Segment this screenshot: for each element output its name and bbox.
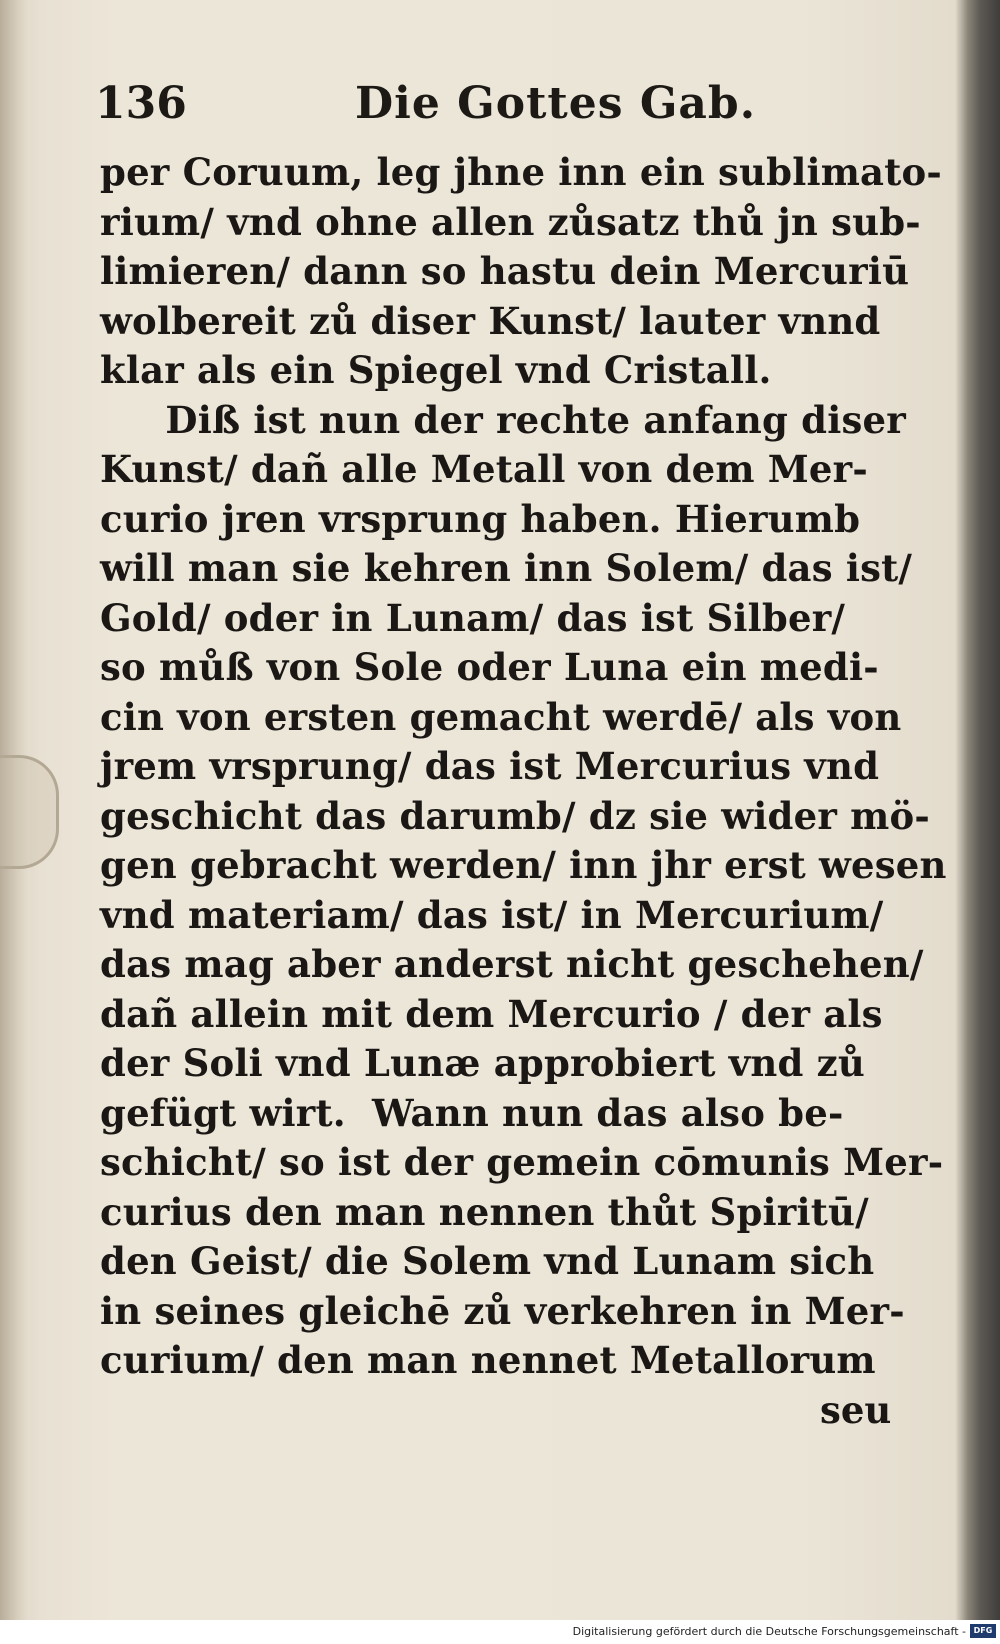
funding-credit: Digitalisierung gefördert durch die Deutsche Forschungsgemeinschaft - [572, 1625, 966, 1638]
dfg-logo-icon: DFG [970, 1624, 996, 1638]
text-line: schicht/ so ist der gemein cōmunis Mer- [100, 1140, 944, 1184]
footer-bar [0, 1620, 1000, 1644]
text-line: curius den man nennen thůt Spiritū/ [100, 1189, 869, 1234]
text-line: curio jren vrsprung haben. Hierumb [100, 496, 861, 541]
text-line: will man sie kehren inn Solem/ das ist/ [100, 546, 913, 590]
text-line: den Geist/ die Solem vnd Lunam sich [100, 1239, 875, 1283]
text-line: Gold/ oder in Lunam/ das ist Silber/ [100, 595, 846, 640]
body-text [100, 148, 947, 1386]
text-line: vnd materiam/ das ist/ in Mercurium/ [100, 892, 884, 937]
book-clasp [0, 755, 59, 869]
page-header [95, 78, 875, 138]
text-line: klar als ein Spiegel vnd Cristall. [100, 348, 772, 392]
text-line: gen gebracht werden/ inn jhr erst wesen [100, 843, 947, 887]
text-line: cin von ersten gemacht werdē/ als von [100, 694, 902, 739]
text-line: rium/ vnd ohne allen zůsatz thů jn sub- [100, 199, 921, 244]
text-line: limieren/ dann so hastu dein Mercuriū [100, 249, 910, 293]
text-line: das mag aber anderst nicht geschehen/ [100, 942, 924, 986]
text-line: wolbereit zů diser Kunst/ lauter vnnd [100, 298, 881, 343]
text-line: geschicht das darumb/ dz sie wider mö- [100, 793, 930, 838]
text-line: Diß ist nun der rechte anfang diser [100, 397, 906, 442]
text-line: so můß von Sole oder Luna ein medi- [100, 645, 879, 689]
page-number: 136 [95, 78, 187, 129]
running-head: Die Gottes Gab. [355, 78, 757, 129]
text-line: Kunst/ dañ alle Metall von dem Mer- [100, 447, 868, 491]
text-line: der Soli vnd Lunæ approbiert vnd zů [100, 1041, 865, 1085]
catchword: seu [820, 1388, 892, 1432]
text-line: in seines gleichē zů verkehren in Mer- [100, 1288, 905, 1333]
text-line: jrem vrsprung/ das ist Mercurius vnd [100, 744, 880, 788]
text-line: gefügt wirt. Wann nun das also be- [100, 1090, 844, 1135]
text-line: per Coruum, leg jhne inn ein sublimato- [100, 150, 942, 194]
text-line: dañ allein mit dem Mercurio / der als [100, 991, 883, 1036]
text-line: curium/ den man nennet Metallorum [100, 1338, 876, 1382]
